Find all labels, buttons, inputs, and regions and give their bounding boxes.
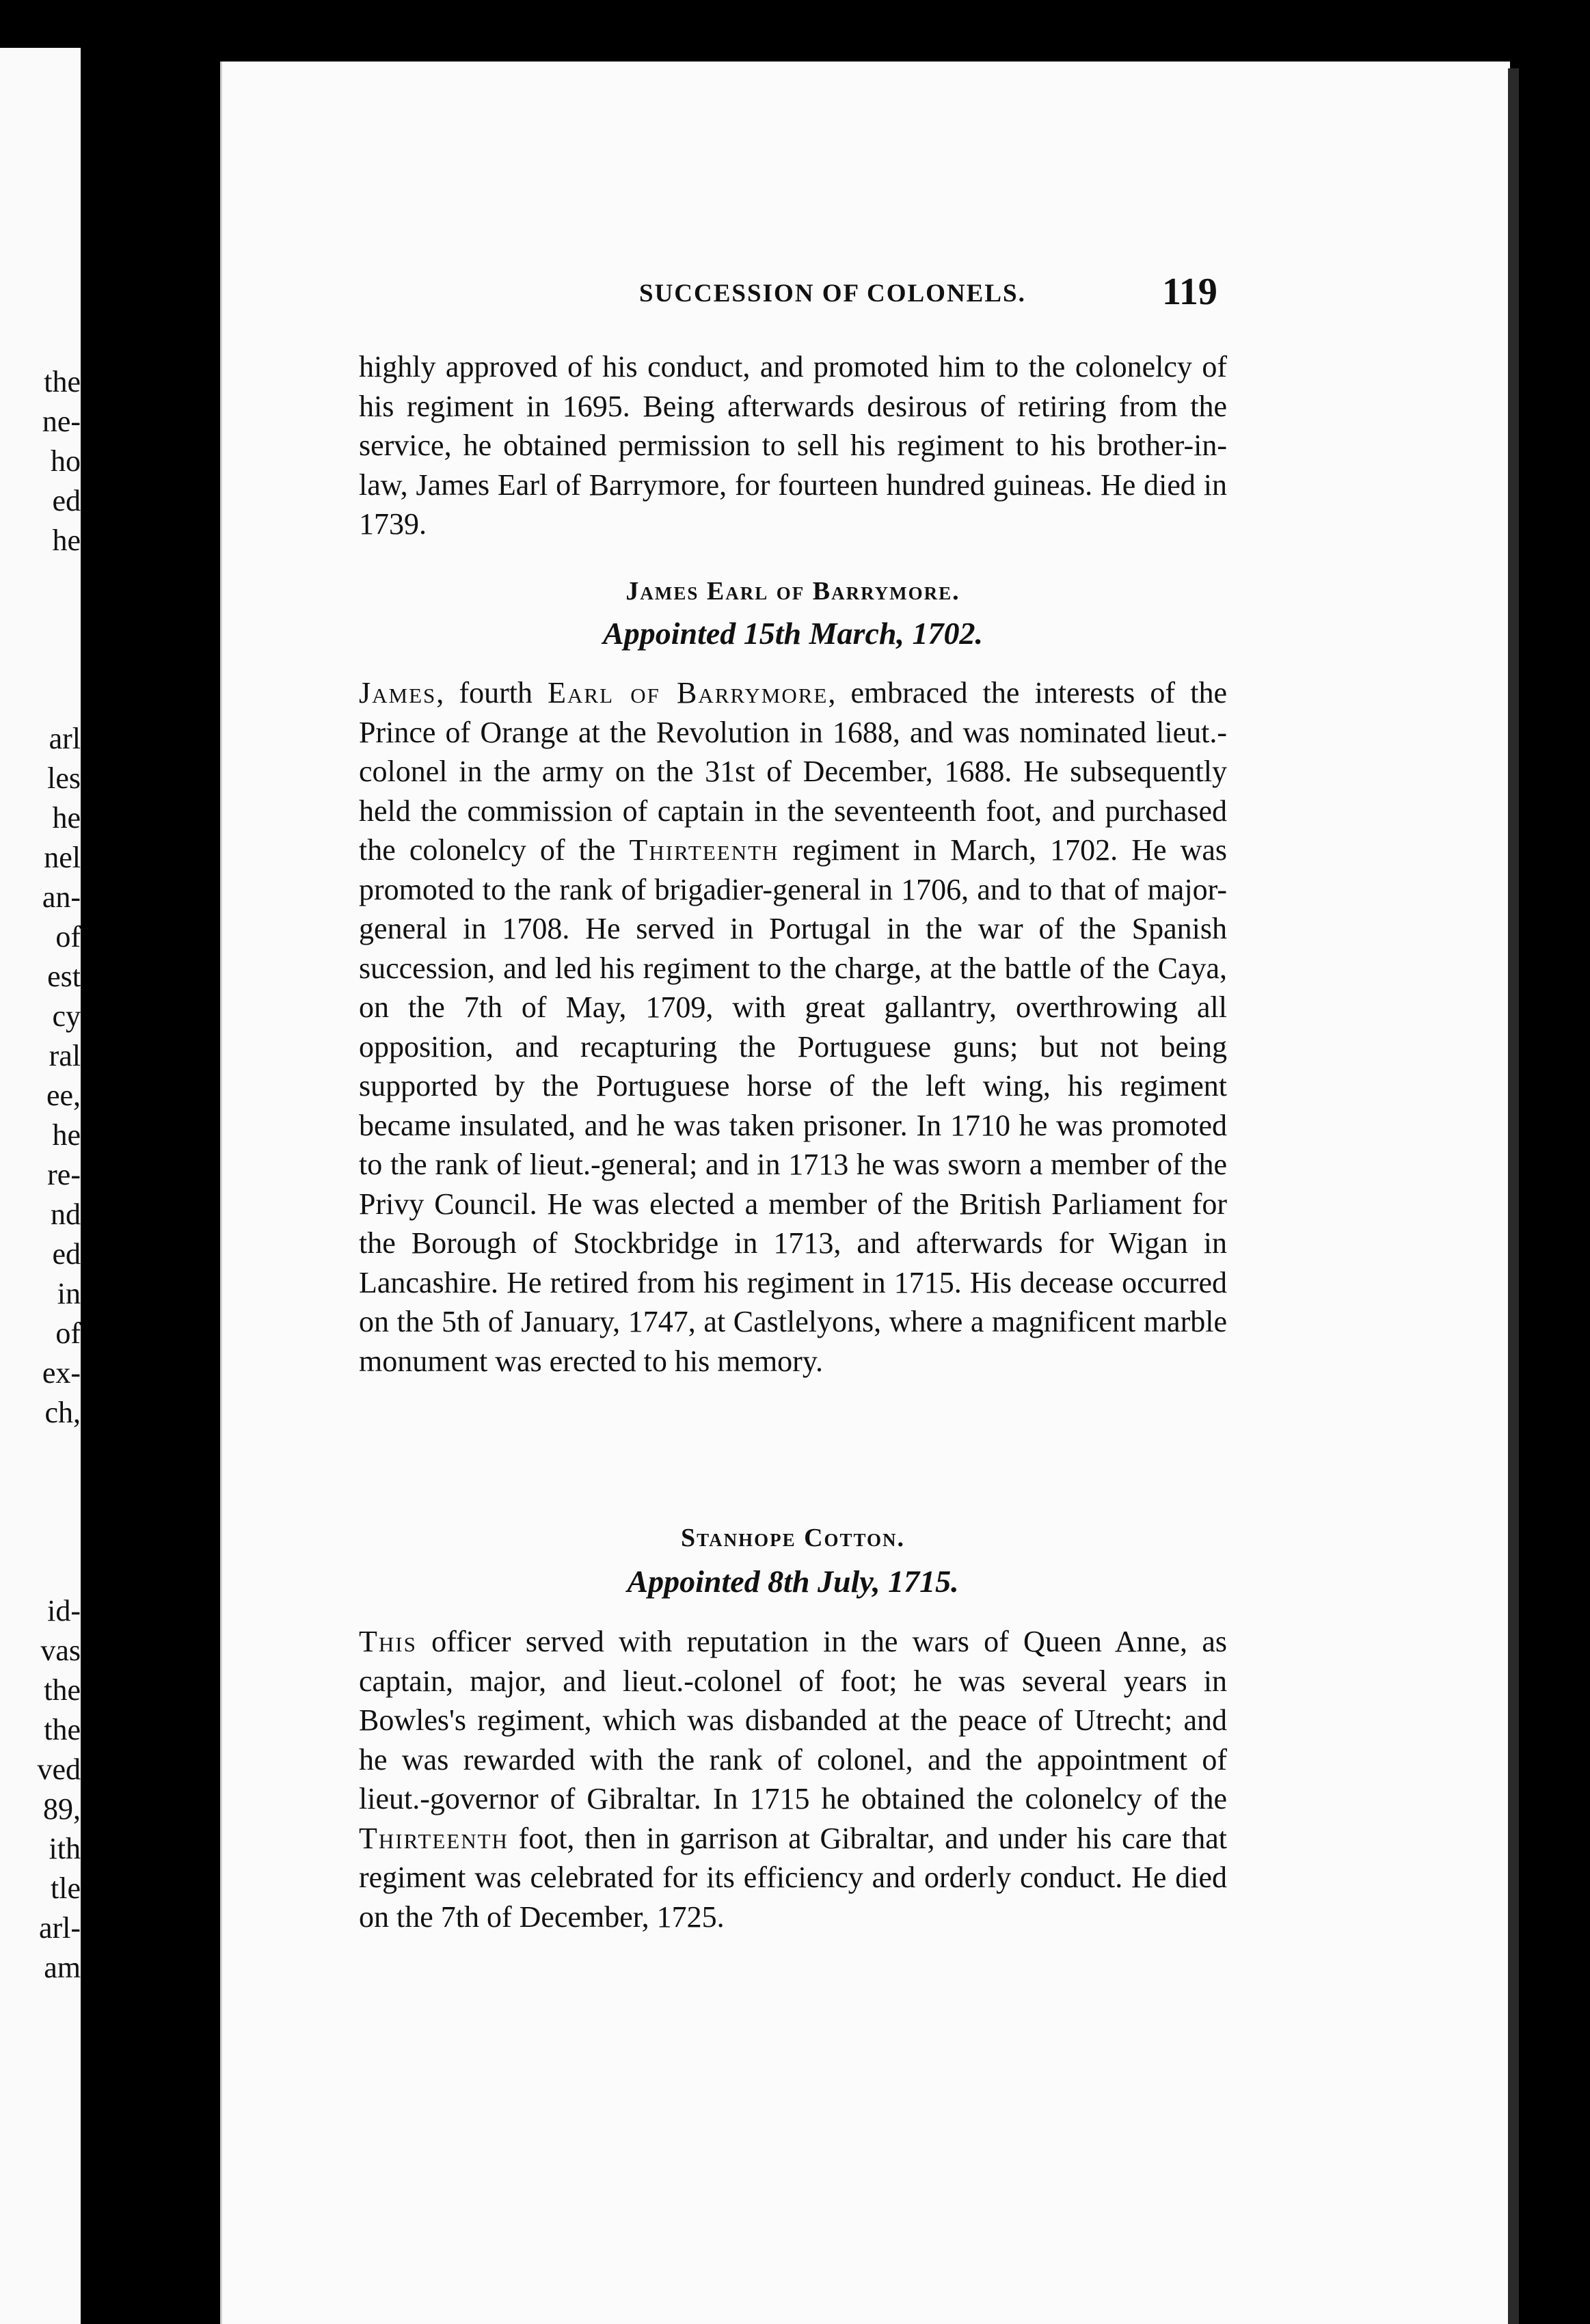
entry-text-cotton [359, 1622, 1227, 1936]
previous-page-line: an- [42, 880, 81, 914]
previous-page-line: nd [51, 1198, 81, 1231]
entry-text-part: , embraced the interests of the Prince of Orange at the Revolution in 1688, and was nominated lieut.-colonel in the army on the 31st of December, 1688. He subsequently held the commission of captain in the seventeenth foot, and purchased the colonelcy of the [359, 676, 1227, 867]
previous-page-line: ed [52, 1237, 81, 1271]
previous-page-line: in [57, 1277, 81, 1310]
page-number: 119 [1162, 271, 1217, 313]
entry-text-barrymore [359, 673, 1227, 1381]
entry-name-cotton: Stanhope Cotton. [680, 1524, 906, 1552]
entry-text-part: regiment in March, 1702. He was promoted to the rank of brigadier-general in 1706, and to that of major-general in 1708. He served in Portugal in the war of the Spanish succession, and led his regiment to the charge, at the battle of the Caya, on the 7th of May, 1709, with great gallantry, overthrowing all opposition, and recapturing the Portuguese guns; but not being supported by the Portuguese horse of the left wing, his regiment became insulated, and he was taken prisoner. In 1710 he was promoted to the rank of lieut.-general; and in 1713 he was sworn a member of the Privy Council. He was elected a member of the British Parliament for the Borough of Stockbridge in 1713, and afterwards for Wigan in Lancashire. He retired from his regiment in 1715. His decease occurred on the 5th of January, 1747, at Castlelyons, where a magnificent marble monument was erected to his memory. [359, 833, 1227, 1378]
previous-page-line: est [47, 960, 81, 993]
previous-page-line: cy [52, 999, 81, 1033]
previous-page-line: tle [51, 1872, 81, 1905]
small-caps-title: Earl of Barrymore [548, 676, 828, 710]
previous-page-line: ed [52, 484, 81, 517]
page-edge [1508, 68, 1519, 2324]
entry-name-barrymore: James Earl of Barrymore. [625, 577, 960, 606]
previous-page-line: the [44, 1673, 81, 1707]
previous-page-line: ral [49, 1039, 81, 1072]
running-head: SUCCESSION OF COLONELS. [639, 280, 1026, 308]
previous-page-fragment [0, 48, 81, 2324]
previous-page-line: re- [47, 1158, 81, 1191]
previous-page-line: ch, [44, 1396, 81, 1429]
previous-page-line: arl [49, 722, 81, 755]
small-caps-regiment: Thirteenth [629, 833, 779, 867]
entry-appointment-barrymore: Appointed 15th March, 1702. [603, 616, 983, 651]
previous-page-line: ved [37, 1753, 81, 1786]
previous-page-line: nel [44, 841, 81, 874]
previous-page-line: ho [51, 444, 81, 478]
previous-page-line: 89, [43, 1792, 81, 1826]
previous-page-line: arl- [38, 1911, 81, 1945]
entry-text-part: , fourth [436, 676, 548, 710]
previous-page-line: the [44, 1713, 81, 1746]
previous-page-line: id- [47, 1594, 81, 1627]
previous-page-line: he [52, 801, 81, 835]
lead-word: This [359, 1625, 417, 1658]
entry-text-part: foot, then in garrison at Gibraltar, and under his care that regiment was celebrated for its efficiency and orderly conduct. He died on the 7th of December, 1725. [359, 1821, 1227, 1934]
previous-page-line: vas [40, 1634, 81, 1667]
previous-page-line: of [55, 920, 81, 954]
previous-page-line: am [44, 1951, 81, 1984]
entry-text-part: officer served with reputation in the wars of Queen Anne, as captain, major, and lieut.-colonel of foot; he was several years in Bowles's regiment, which was disbanded at the peace of Utrecht; and he was rewarded with the rank of colonel, and the appointment of lieut.-governor of Gibraltar. In 1715 he obtained the colonelcy of the [359, 1625, 1227, 1815]
previous-page-line: les [47, 761, 81, 795]
previous-page-line: of [55, 1316, 81, 1350]
previous-page-line: ith [49, 1832, 81, 1865]
entry-appointment-cotton: Appointed 8th July, 1715. [627, 1564, 959, 1599]
previous-page-line: ne- [42, 405, 81, 438]
intro-paragraph: highly approved of his conduct, and promoted him to the colonelcy of his regiment in 1695. Being afterwards desirous of retiring from the service, he obtained permission to sell his regiment to his brother-in-law, James Earl of Barrymore, for fourteen hundred guineas. He died in 1739. [359, 350, 1227, 541]
previous-page-line: ex- [42, 1356, 81, 1390]
lead-word: James [359, 676, 437, 710]
previous-page-line: the [44, 365, 81, 398]
previous-page-line: he [52, 1118, 81, 1152]
previous-page-line: he [52, 524, 81, 557]
previous-page-line: ee, [46, 1079, 81, 1112]
small-caps-regiment: Thirteenth [359, 1821, 509, 1855]
